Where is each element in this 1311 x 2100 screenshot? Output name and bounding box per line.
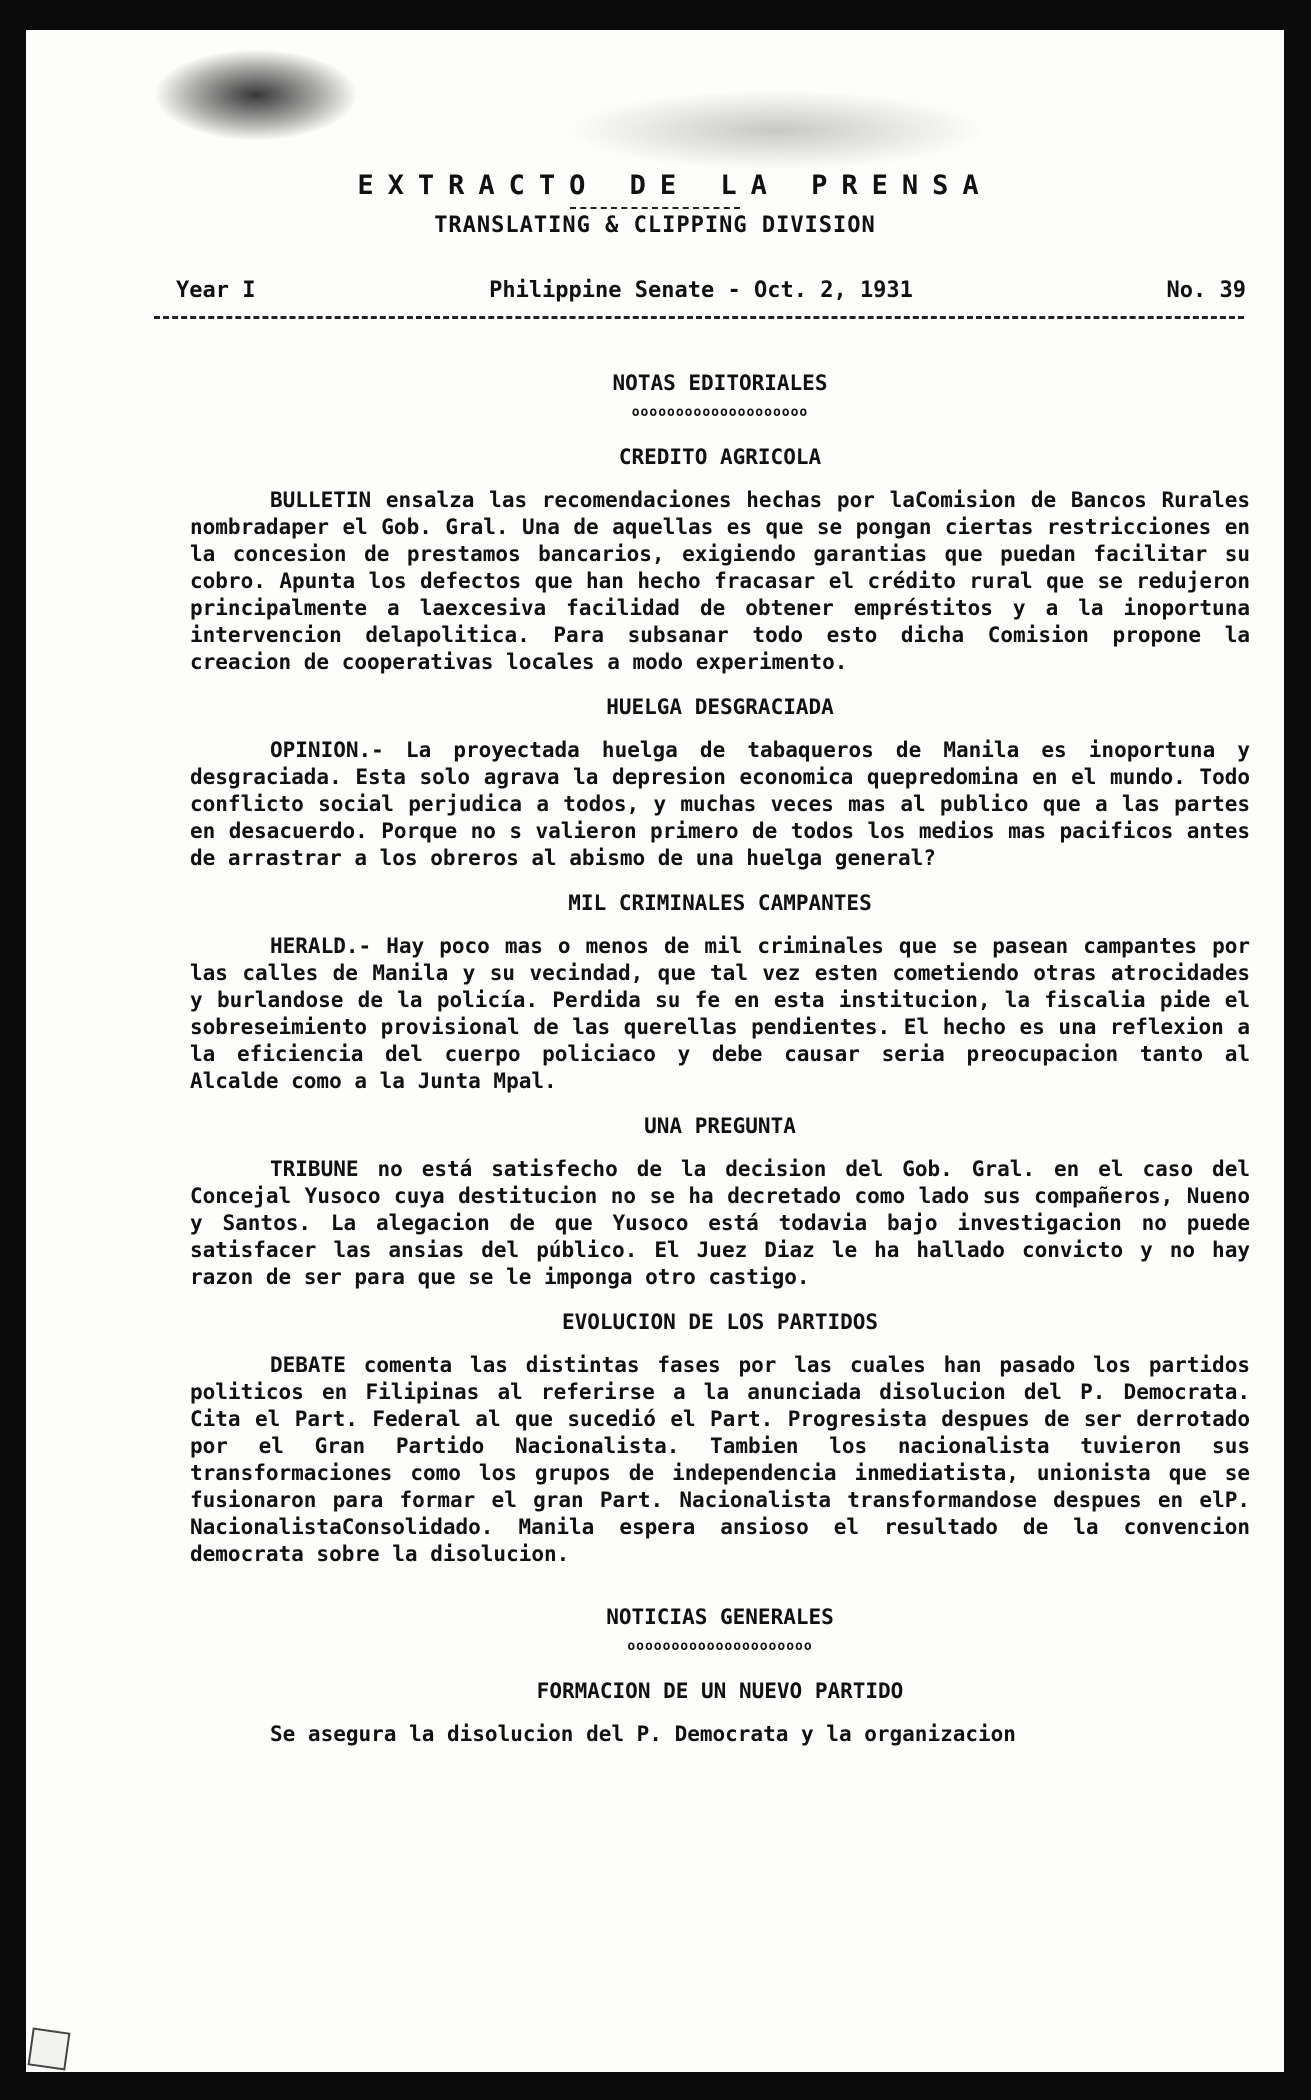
section-title: FORMACION DE UN NUEVO PARTIDO xyxy=(536,1679,904,1703)
masthead-division: TRANSLATING & CLIPPING DIVISION xyxy=(434,213,876,238)
document-body xyxy=(190,352,1250,1758)
general-ornament: ooooooooooooooooooooo xyxy=(627,1639,813,1654)
section-text: HERALD.- Hay poco mas o menos de mil criminales que se pasean campantes por las calles de Manila y su vecindad, que tal vez esten cometiendo otras atrocidades y burlandose de la policía. Perdida su fe en esta institucion, la fiscalia pide el sobreseimiento provisional de las querellas pendientes. El hecho es una reflexion a la eficiencia del cuerpo policiaco y debe causar seria preocupacion tanto al Alcalde como a la Junta Mpal. xyxy=(190,934,1250,1093)
section-title: EVOLUCION DE LOS PARTIDOS xyxy=(561,1310,879,1334)
masthead-divider xyxy=(570,207,740,209)
masthead xyxy=(26,170,1284,238)
section-text: TRIBUNE no está satisfecho de la decision del Gob. Gral. en el caso del Concejal Yusoco cuya destitucion no se ha decretado como lado sus compañeros, Nueno y Santos. La alegacion de que Yusoco está todavia bajo investigacion no puede satisfacer las ansias del público. El Juez Diaz le ha hallado convicto y no hay razon de ser para que se le imponga otro castigo. xyxy=(190,1157,1250,1289)
section-title: UNA PREGUNTA xyxy=(644,1114,796,1138)
section-text: Se asegura la disolucion del P. Democrata y la organizacion xyxy=(270,1722,1016,1746)
folded-corner xyxy=(28,2028,71,2071)
masthead-title: EXTRACTO DE LA PRENSA xyxy=(357,170,993,201)
issue-number: No. 39 xyxy=(1166,278,1246,303)
document-page xyxy=(26,30,1284,2072)
section-text: DEBATE comenta las distintas fases por las cuales han pasado los partidos politicos en Filipinas al referirse a la anunciada disolucion del P. Democrata. Cita el Part. Federal al que sucedió el Part. Progresista despues de ser derrotado por el Gran Partido Nacionalista. Tambien los nacionalista tuvieron sus transformaciones como los grupos de independencia inmediatista, unionista que se fusionaron para formar el gran Part. Nacionalista transformandose despues en elP. NacionalistaConsolidado. Manila espera ansioso el resultado de la convencion democrata sobre la disolucion. xyxy=(190,1353,1250,1566)
editorial-heading: NOTAS EDITORIALES xyxy=(612,371,828,395)
section-text: OPINION.- La proyectada huelga de tabaqueros de Manila es inoportuna y desgraciada. Esta solo agrava la depresion economica quepredomina en el mundo. Todo conflicto social perjudica a todos, y muchas veces mas al publico que a las partes en desacuerdo. Porque no s valieron primero de todos los medios mas pacificos antes de arrastrar a los obreros al abismo de una huelga general? xyxy=(190,738,1250,870)
issue-year: Year I xyxy=(176,278,256,303)
general-heading: NOTICIAS GENERALES xyxy=(606,1605,834,1629)
section-text: BULLETIN ensalza las recomendaciones hechas por laComision de Bancos Rurales nombradaper el Gob. Gral. Una de aquellas es que se pongan ciertas restricciones en la concesion de prestamos bancarios, exigiendo garantias que puedan facilitar su cobro. Apunta los defectos que han hecho fracasar el crédito rural que se redujeron principalmente a laexcesiva facilidad de obtener empréstitos y a la inoportuna intervencion delapolitica. Para subsanar todo esto dicha Comision propone la creacion de cooperativas locales a modo experimento. xyxy=(190,488,1250,674)
editorial-ornament: oooooooooooooooooooo xyxy=(631,405,809,420)
ink-smudge xyxy=(156,50,356,140)
section-title: HUELGA DESGRACIADA xyxy=(606,695,834,719)
section-title: CREDITO AGRICOLA xyxy=(618,445,822,469)
ink-smudge xyxy=(566,90,986,170)
section-title: MIL CRIMINALES CAMPANTES xyxy=(568,891,872,915)
issue-line: Philippine Senate - Oct. 2, 1931 xyxy=(489,278,913,303)
header-rule xyxy=(154,316,1244,319)
